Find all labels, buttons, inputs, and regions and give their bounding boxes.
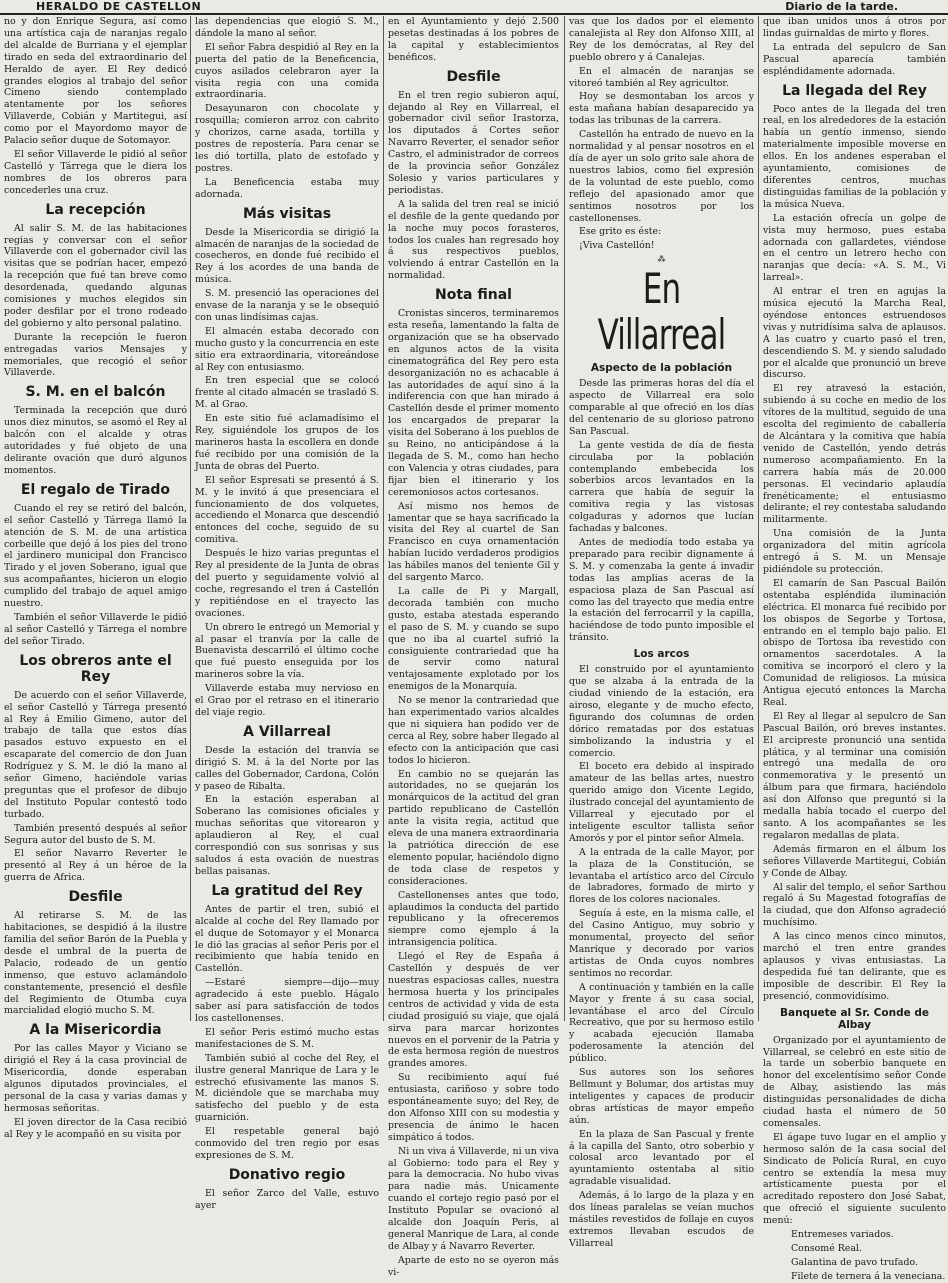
paragraph: Su recibimiento aquí fué entusiasta, cariñoso y sobre todo espontáneamente suyo; del Rey, de don Alfonso XIII con su modestia y presencia de ánimo le hacen simpático á todos. [388, 1072, 559, 1143]
section-heading: Aspecto de la población [590, 362, 733, 375]
paragraph: Desde las primeras horas del día el aspecto de Villarreal era solo comparable al que ofreció en los días del centenario de su glorioso patrono San Pascual. [569, 378, 754, 437]
menu-item: Galantina de pavo trufado. [791, 1256, 918, 1268]
paragraph: A la salida del tren real se inició el desfile de la gente quedando por la noche muy pocos forasteros, todos los cuales han regresado hoy á sus respectivos pueblos, volviendo á entrar Castellón en la normalidad. [388, 198, 559, 282]
section-heading: Los obreros ante el Rey [19, 652, 172, 685]
paragraph: También presentó después al señor Segura autor del busto de S. M. [4, 822, 187, 846]
paragraph: De acuerdo con el señor Villaverde, el señor Castelló y Tárrega presentó al Rey á Emilio Gimeno, autor del trabajo de talla que estos días pasados estuvo expuesto en el escaparate del comercio de don Juan Rodríguez y S. M. le dió la mano al señor Gimeno, haciéndole varias preguntas que el profesor de dibujo del Instituto Popular contestó todo turbado. [4, 689, 187, 820]
section-heading: S. M. en el balcón [25, 384, 166, 401]
page-header [0, 0, 948, 14]
menu-item: Filete de ternera á la veneciana. [791, 1270, 946, 1282]
paragraph: —Estaré siempre—dijo—muy agradecido á este pueblo. Hágalo saber así para satisfacción de todos los castellonenses. [195, 977, 379, 1024]
paragraph: El señor Villaverde le pidió al señor Castelló y Tárrega que le diera los nombres de los obreros para concederles una cruz. [4, 148, 187, 196]
paragraph: En cambio no se quejarán las autoridades, no se quejarán los monárquicos de la actitud del gran partido republicano de Castellón ante la visita regia, actitud que eleva de una manera extraordinaria la patriótica dirección de ese elemento popular, haciéndolo digno de toda clase de respetos y consideraciones. [388, 768, 559, 887]
section-heading: La llegada del Rey [782, 82, 927, 99]
paragraph: Desde la estación del tranvía se dirigió S. M. á la del Norte por las calles del Gobernador, Cardona, Colón y paseo de Ribalta. [195, 744, 379, 792]
paragraph: Castellonenses antes que todo, aplaudimos la conducta del partido republicano y la ofreceremos siempre como ejemplo á la intransigencia política. [388, 889, 559, 949]
header-rule [0, 13, 948, 15]
paragraph: En el almacén de naranjas se vitoreó también al Rey agricultor. [569, 65, 754, 89]
paragraph: Al salir del templo, el señor Sarthou regaló á Su Magestad fotografías de la ciudad, que don Alfonso agradeció muchísimo. [763, 881, 946, 929]
feature-title: En Villarreal [597, 264, 726, 360]
paragraph: Ni un viva á Villaverde, ni un viva al Gobierno: todo para el Rey y para la democracia. No hubo vivas para nadie más. Unicamente cuando el cortejo regio pasó por el Instituto Popular se ovacionó al alcalde don Joaquín Peris, al general Manrique de Lara, al conde de Albay y á Navarro Reverter. [388, 1145, 559, 1252]
paragraph: Seguía á este, en la misma calle, el del Casino Antiguo, muy sobrio y monumental, proyecto del señor Manrique y decorado por varios artistas de Onda cuyos nombres sentimos no recordar. [569, 908, 754, 979]
paragraph: El señor Peris estimó mucho estas manifestaciones de S. M. [195, 1026, 379, 1050]
paragraph: Desayunaron con chocolate y rosquilla; comieron arroz con cabrito y chorizos, carne asada, tortilla y postres de repostería. Para cenar se les dió tortilla, plato de estofado y postres. [195, 103, 379, 174]
paragraph: Cuando el rey se retiró del balcón, el señor Castelló y Tárrega llamó la atención de S. M. de una artística corbeille que dejó á los pies del trono el jardinero municipal don Francisco Tirado y el joven Soberano, igual que sus acompañantes, hicieron un elogio cumplido del trabajo de aquel amigo nuestro. [4, 502, 187, 610]
paragraph: Antes de partir el tren, subió el alcalde al coche del Rey llamado por el duque de Sotomayor y el Monarca le dió las gracias al señor Peris por el recibimiento que había tenido en Castellón. [195, 903, 379, 975]
paragraph: Además firmaron en el álbum los señores Villaverde Martitegui, Cobián y Conde de Albay. [763, 843, 946, 879]
paragraph: Organizado por el ayuntamiento de Villarreal, se celebró en este sitio de la tarde un soberbio banquete en honor del excelentísimo señor Conde de Albay, asistiendo las más distinguidas personalidades de dicha ciudad hasta el número de 50 comensales. [763, 1034, 946, 1129]
column-4 [569, 16, 754, 1249]
paragraph: Además, á lo largo de la plaza y en dos líneas paralelas se veían muchos mástiles revestidos de follaje en cuyos extremos llevaban escudos de Villarreal [569, 1190, 754, 1249]
column-2 [195, 16, 379, 1211]
paragraph: Ese grito es éste: [579, 226, 662, 238]
paragraph: Sus autores son los señores Bellmunt y Bolumar, dos artistas muy inteligentes y capaces de producir obras artísticas de mayor empeño aún. [569, 1067, 754, 1126]
paragraph: Aparte de esto no se oyeron más vi- [388, 1254, 559, 1278]
paragraph: ¡Viva Castellón! [579, 240, 655, 252]
section-heading: Desfile [446, 68, 501, 85]
paragraph: La estación ofrecía un golpe de vista muy hermoso, pues estaba adornada con gallardetes, viéndose en el centro un letrero hecho con naranjas que decía: «A. S. M., Vi larreal». [763, 212, 946, 284]
paragraph: Poco antes de la llegada del tren real, en los alrededores de la estación había un gentío inmenso, siendo materialmente imposible moverse en ellos. En los andenes esperaban el ayuntamiento, comisiones de diferentes centros, muchas distinguidas familias de la población y la música Nueva. [763, 103, 946, 210]
paragraph: El ágape tuvo lugar en el amplio y hermoso salón de la casa social del Sindicato de Policía Rural, en cuyo centro se extendía la mesa muy artísticamente puesta por el acreditado repostero don José Sabat, que ofreció el siguiente suculento menú: [763, 1131, 946, 1227]
paragraph: El boceto era debido al inspirado amateur de las bellas artes, nuestro querido amigo don Vicente Legido, ilustrado concejal del ayuntamiento de Villarreal y ejecutado por el inteligente escultor tallista señor Amorós y por el pintor señor Almela. [569, 761, 754, 844]
paragraph: El Rey al llegar al sepulcro de San Pascual Bailón, oró breves instantes. El arcipreste pronunció una sentida plática, y al terminar una comisión entregó una medalla de oro conmemorativa y le presentó un álbum para que firmara, haciéndolo así don Alfonso que preguntó si la medalla había tocado el cuerpo del santo. A los acompañantes se les regalaron medallas de plata. [763, 710, 946, 841]
paragraph: En el tren regio subieron aquí, dejando al Rey en Villarreal, el gobernador civil señor Irastorza, los diputados á Cortes señor Navarro Reverter, el senador señor Castro, el administrador de correos de la provincia señor González Solesio y varios particulares y periodistas. [388, 89, 559, 196]
paragraph: Al salir S. M. de las habitaciones regias y conversar con el señor Villaverde con el gobernador civil las visitas que se podrían hacer, empezó la recepción que fué tan breve como desordenada, quedando algunas comisiones y muchos elegidos sin poder desfilar por el trono rodeado del gobierno y alto personal palatino. [4, 222, 187, 329]
section-heading: Desfile [68, 889, 123, 906]
paragraph: Así mismo nos hemos de lamentar que se haya sacrificado la visita del Rey al cuartel de San Francisco en cuya ornamentación habían lucido verdaderos prodigios las hábiles manos del teniente Gil y del sargento Marco. [388, 500, 559, 584]
paragraph: El construido por el ayuntamiento que se alzaba á la entrada de la ciudad viniendo de la estación, era airoso, elegante y de mucho efecto, figurando dos columnas de orden dórico rematadas por dos estatuas simbolizando la industria y el comercio. [569, 664, 754, 759]
paragraph: S. M. presenció las operaciones del envase de la naranja y se le obsequió con unas lindísimas cajas. [195, 288, 379, 323]
paragraph: que iban unidos unos á otros por lindas guirnaldas de mirto y flores. [763, 16, 946, 39]
paragraph: El rey atravesó la estación, subiendo á su coche en medio de los vítores de la multitud, seguido de una escolta del regimiento de caballería de Alcántara y la comitiva que había venido de Castellón, yendo detrás numeroso acompañamiento. En la carrera había más de 20.000 personas. El vecindario aplaudía frenéticamente; el entusiasmo delirante; el rey contestaba saludando militarmente. [763, 383, 946, 526]
paragraph: Por las calles Mayor y Viciano se dirigió el Rey á la casa provincial de Misericordia, donde esperaban algunos diputados provinciales, el personal de la casa y varias damas y hermosas señoritas. [4, 1043, 187, 1114]
section-heading: Banquete al Sr. Conde de Albay [779, 1006, 930, 1031]
paragraph: En la plaza de San Pascual y frente á la capilla del Santo, otro soberbio y colosal arco levantado por el ayuntamiento ostentaba al sitio agradable visualidad. [569, 1128, 754, 1188]
section-heading: La recepción [45, 201, 146, 218]
column-divider [383, 16, 384, 1021]
paragraph: El señor Espresati se presentó á S. M. y le invitó á que presenciara el funcionamiento de dos volquetes, accediendo el Monarca que descendió entonces del coche, seguido de su comitiva. [195, 474, 379, 546]
menu-item: Entremeses variados. [791, 1229, 894, 1241]
paragraph: Durante la recepción le fueron entregadas varios Mensajes y memoriales, que recogió el señor Villaverde. [4, 331, 187, 379]
paragraph: También subió al coche del Rey, el ilustre general Manrique de Lara y le estrechó efusivamente las manos S. M. diciéndole que se marchaba muy satisfecho del pueblo y de esta guarnición. [195, 1052, 379, 1124]
column-divider [564, 16, 565, 1021]
section-heading: Los arcos [633, 648, 690, 661]
paragraph: A la entrada de la calle Mayor, por la plaza de la Constitución, se levantaba el artístico arco del Círculo de labradores, formado de mirto y flores de los colores nacionales. [569, 846, 754, 906]
paragraph: A las cinco menos cinco minutos, marchó el tren entre grandes aplausos y vivas entusiastas. La despedida fué tan delirante, que es imposible de describir. El Rey la presenció, conmovidísimo. [763, 931, 946, 1002]
paragraph: El respetable general bajó conmovido del tren regio por esas expresiones de S. M. [195, 1126, 379, 1161]
column-3 [388, 16, 559, 1278]
paragraph: Terminada la recepción que duró unos diez minutos, se asomó el Rey al balcón con el alcalde y otras autoridades y fué objeto de una delirante ovación que duró algunos momentos. [4, 405, 187, 476]
section-heading: Nota final [435, 287, 512, 304]
paragraph: El señor Zarco del Valle, estuvo ayer [195, 1187, 379, 1211]
paragraph: En tren especial que se colocó frente al citado almacén se trasladó S. M. al Grao. [195, 375, 379, 411]
paragraph: El camarín de San Pascual Bailón ostentaba espléndida iluminación eléctrica. El monarca fué recibido por los obispos de Segorbe y Tortosa, entrando en el templo bajo palio. El obispo de Tortosa iba revestido con ornamentos sacerdotales. A la comitiva se incorporó el clero y la Comunidad de religiosos. La música Antigua ejecutó entonces la Marcha Real. [763, 577, 946, 708]
paragraph: no y don Enrique Segura, así como una artística caja de naranjas regalo del alcalde de Burriana y el ejemplar tirado en seda del extraordinario del Heraldo de ayer. El Rey dedicó grandes elogios al trabajo del señor Cimeno siendo contemplado atentamente por los señores Villaverde, Cobián y Martitegui, así como por el Mayordomo mayor de Palacio señor duque de Sotomayor. [4, 16, 187, 147]
paragraph: En este sitio fué aclamadísimo el Rey, siguiéndole los grupos de los marineros hasta la escollera en donde fué recibido por una comisión de la Junta de obras del Puerto. [195, 413, 379, 472]
paragraph: Al entrar el tren en agujas la música ejecutó la Marcha Real, oyéndose entonces estruendosos vivas y nutridísima salva de aplausos. A las cuatro y cuarto pasó el tren, descendiendo S. M. y siendo saludado por el alcalde que pronunció un breve discurso. [763, 286, 946, 381]
paragraph: La entrada del sepulcro de San Pascual aparecía también espléndidamente adornada. [763, 41, 946, 77]
paragraph: Hoy se desmontaban los arcos y esta mañana habían desaparecido ya todas las tribunas de la carrera. [569, 91, 754, 127]
paragraph: Cronistas sinceros, terminaremos esta reseña, lamentando la falta de organización que se ha observado en algunos actos de la visita cinematográfica del Rey pero esta desorganización no es achacable á las autoridades de aquí sino á la indiferencia con que han mirado á Castellón desde el primer momento los encargados de preparar la visita del Soberano á los pueblos de su Reino, no anticipándose á la llegada de S. M., como han hecho con Valencia y otras ciudades, para fijar bien el itinerario y los ceremoniosos actos cortesanos. [388, 308, 559, 498]
paragraph: El señor Navarro Reverter le presentó al Rey á un héroe de la guerra de Africa. [4, 848, 187, 884]
paragraph: vas que los dados por el elemento canalejista al Rey don Alfonso XIII, al Rey de los demócratas, al Rey del pueblo obrero y á Canalejas. [569, 16, 754, 63]
paragraph: También el señor Villaverde le pidió al señor Castelló y Tárrega el nombre del señor Tirado. [4, 611, 187, 647]
paragraph: La calle de Pi y Margall, decorada también con mucho gusto, estaba atestada esperando el paso de S. M. y cuando se supo que no iba al cuartel sufrió la consiguiente contrariedad que ha de servir como natural ventajosamente explotado por los enemigos de la Monarquía. [388, 585, 559, 693]
column-divider [190, 16, 191, 1021]
paragraph: La gente vestida de día de fiesta circulaba por la población contemplando embebecida los soberbios arcos levantados en la carrera que había de seguir la comitiva regia y las vistosas colgaduras y adornos que lucían fachadas y balcones. [569, 439, 754, 535]
section-heading: El regalo de Tirado [20, 481, 171, 498]
paragraph: El señor Fabra despidió al Rey en la puerta del patio de la Beneficencia, cuyos asilados celebraron ayer la visita regia con una comida extraordinaria. [195, 41, 379, 101]
paragraph: Desde la Misericordia se dirigió la almacén de naranjas de la sociedad de cosecheros, en donde fué recibido el Rey á los acordes de una banda de música. [195, 226, 379, 286]
paragraph: Villaverde estaba muy nervioso en el Grao por el retraso en el itinerario del viaje regio. [195, 683, 379, 718]
asterism-ornament: ⁂ [657, 255, 666, 265]
paragraph: Un obrero le entregó un Memorial y al pasar el tranvía por la calle de Buenavista descarriló el último coche que fué puesto enseguida por los marineros sobre la vía. [195, 621, 379, 681]
paragraph: Después le hizo varias preguntas el Rey al presidente de la Junta de obras del puerto y seguidamente volvió al coche, regresando el tren á Castellón y repitiéndose en el trayecto las ovaciones. [195, 548, 379, 619]
paragraph: Al retirarse S. M. de las habitaciones, se despidió á la ilustre familia del señor Barón de la Puebla y desde el umbral de la puerta de Palacio, rodeado de un gentío inmenso, que estuvo aclamándolo constantemente, presenció el desfile del Regimiento de Otumba cuya marcialidad elogió mucho S. M. [4, 910, 187, 1017]
section-heading: A Villarreal [243, 723, 331, 740]
menu-item: Consomé Real. [791, 1243, 862, 1254]
paragraph: las dependencias que elogió S. M., dándole la mano al señor. [195, 16, 379, 39]
column-divider [758, 16, 759, 1021]
paragraph: En la estación esperaban al Soberano las comisiones oficiales y muchas señoritas que vitorearon y aplaudieron al Rey, el cual correspondió con sus sonrisas y sus saludos á esta ovación de nuestras bellas paisanas. [195, 794, 379, 877]
paragraph: El almacén estaba decorado con mucho gusto y la concurrencia en este sitio era extraordinaria, vitoreándose al Rey con entusiasmo. [195, 325, 379, 373]
section-heading: Más visitas [242, 205, 332, 222]
paragraph: A continuación y también en la calle Mayor y frente á su casa social, levantábase el arco del Círculo Recreativo, que por su hermoso estilo y acabada ejecución llamaba poderosamente la atención del público. [569, 981, 754, 1065]
section-heading: A la Misericordia [29, 1022, 162, 1039]
subtitle: Diario de la tarde. [785, 0, 898, 13]
column-5 [763, 16, 946, 1282]
section-heading: La gratitud del Rey [211, 882, 363, 899]
column-1 [4, 16, 187, 1140]
paragraph: Antes de mediodía todo estaba ya preparado para recibir dignamente á S. M. y comenzaba la gente á invadir todas las amplias aceras de la espaciosa plaza de San Pascual así como las del trayecto que media entre la estación del ferrocarril y la capilla, haciéndose de todo punto imposible el tránsito. [569, 537, 754, 644]
paragraph: Llegó el Rey de España á Castellón y después de ver nuestras espaciosas calles, nuestra hermosa huerta y los principales centros de actividad y vida de esta ciudad prosiguió su viaje, que ojalá sirva para marcar horizontes nuevos en el porvenir de la Patria y de esta hermosa región de nuestros grandes amores. [388, 951, 559, 1070]
paragraph: No se menor la contrariedad que han experimentado varios alcaldes que ni siquiera han podido ver de cerca al Rey, sobre haber llegado al efecto con la anticipación que casi todos lo hicieron. [388, 695, 559, 766]
paragraph: Castellón ha entrado de nuevo en la normalidad y al pensar nosotros en el día de ayer un solo grito sale ahora de nuestros labios, como fiel expresión de la voluntad de este pueblo, como reflejo del apasionado amor que sentimos nosotros por los castellonenses. [569, 129, 754, 224]
masthead: HERALDO DE CASTELLON [36, 0, 202, 13]
section-heading: Donativo regio [228, 1166, 346, 1183]
paragraph: La Beneficencia estaba muy adornada. [195, 176, 379, 200]
paragraph: en el Ayuntamiento y dejó 2.500 pesetas destinadas á los pobres de la capital y establecimientos benéficos. [388, 16, 559, 63]
paragraph: El joven director de la Casa recibió al Rey y le acompañó en su visita por [4, 1116, 187, 1140]
paragraph: Una comisión de la Junta organizadora del mitin agrícola entregó á S. M. un Mensaje pidiéndole su protección. [763, 528, 946, 575]
